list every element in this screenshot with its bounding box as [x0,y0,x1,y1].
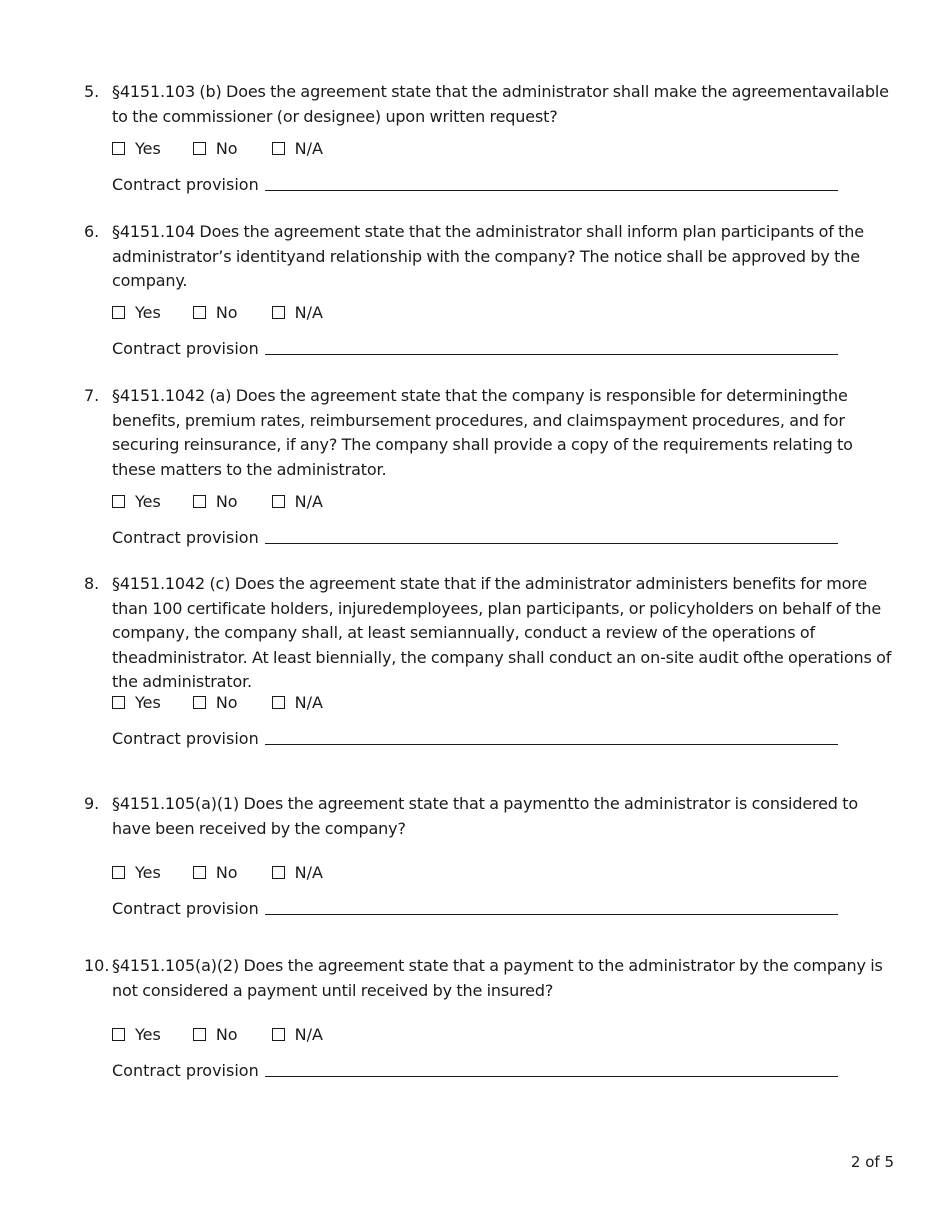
provision-label: Contract provision [112,339,259,358]
option-label: Yes [135,692,161,712]
question-number: 8. [84,574,100,593]
checkbox-icon[interactable] [272,142,285,155]
checkbox-icon[interactable] [272,306,285,319]
option-na[interactable] [272,492,323,511]
option-label: Yes [135,138,161,158]
option-na[interactable] [272,139,323,158]
checkbox-icon[interactable] [272,495,285,508]
question-text: §4151.1042 (a) Does the agreement state that the company is responsible for determiningthe benefits, premium rates, reimbursement procedures, and claimspayment procedures, and for securing reinsurance, if any? The company shall provide a copy of the requirements relating to these matters to the administrator. [112,386,853,479]
question-6 [84,220,894,358]
option-label: N/A [294,491,323,511]
checkbox-icon[interactable] [272,1028,285,1041]
question-text: §4151.104 Does the agreement state that the administrator shall inform plan participants of the administrator’s identityand relationship with the company? The notice shall be approved by the company. [112,222,864,290]
option-no[interactable] [193,863,238,882]
provision-field[interactable] [265,913,838,915]
option-label: Yes [135,862,161,882]
checkbox-icon[interactable] [193,696,206,709]
contract-provision [112,172,838,194]
question-7 [84,384,894,547]
provision-field[interactable] [265,1075,838,1077]
answer-options [112,1023,355,1045]
option-label: No [215,138,238,158]
option-na[interactable] [272,693,323,712]
page-number: 2 of 5 [850,1153,894,1171]
provision-field[interactable] [265,542,838,544]
provision-field[interactable] [265,353,838,355]
checkbox-icon[interactable] [193,306,206,319]
checkbox-icon[interactable] [112,142,125,155]
option-label: Yes [135,491,161,511]
question-text: §4151.105(a)(1) Does the agreement state that a paymentto the administrator is considered to have been received by the company? [112,794,859,838]
checkbox-icon[interactable] [112,866,125,879]
answer-options [112,137,355,159]
checkbox-icon[interactable] [272,696,285,709]
option-label: N/A [294,692,323,712]
option-yes[interactable] [112,693,161,712]
option-no[interactable] [193,303,238,322]
checkbox-icon[interactable] [193,142,206,155]
option-label: No [215,302,238,322]
option-no[interactable] [193,1025,238,1044]
option-yes[interactable] [112,863,161,882]
provision-label: Contract provision [112,175,259,194]
option-label: N/A [294,302,323,322]
option-label: No [215,862,238,882]
contract-provision [112,726,838,748]
option-label: N/A [294,138,323,158]
answer-options [112,490,355,512]
question-number: 7. [84,386,100,405]
option-na[interactable] [272,863,323,882]
provision-field[interactable] [265,743,838,745]
option-label: No [215,692,238,712]
option-na[interactable] [272,1025,323,1044]
contract-provision [112,336,838,358]
provision-label: Contract provision [112,528,259,547]
answer-options [112,691,355,713]
contract-provision [112,896,838,918]
question-text: §4151.105(a)(2) Does the agreement state that a payment to the administrator by the company is not considered a payment until received by the insured? [112,956,883,1000]
option-label: Yes [135,302,161,322]
option-label: N/A [294,1024,323,1044]
checkbox-icon[interactable] [112,495,125,508]
option-no[interactable] [193,139,238,158]
question-number: 5. [84,82,100,101]
provision-field[interactable] [265,189,838,191]
question-9 [84,792,894,918]
question-number: 10. [84,956,110,975]
contract-provision [112,1058,838,1080]
checkbox-icon[interactable] [193,495,206,508]
option-label: No [215,1024,238,1044]
option-yes[interactable] [112,139,161,158]
provision-label: Contract provision [112,729,259,748]
option-no[interactable] [193,492,238,511]
checkbox-icon[interactable] [193,1028,206,1041]
question-text: §4151.1042 (c) Does the agreement state that if the administrator administers benefits for more than 100 certificate holders, injuredemployees, plan participants, or policyholders on behalf of the company, the company shall, at least semiannually, conduct a review of the operations of theadministrator. At least biennially, the company shall conduct an on-site audit ofthe operations of the administrator. [112,574,892,691]
checkbox-icon[interactable] [272,866,285,879]
option-yes[interactable] [112,1025,161,1044]
checkbox-icon[interactable] [193,866,206,879]
option-label: No [215,491,238,511]
checkbox-icon[interactable] [112,306,125,319]
option-na[interactable] [272,303,323,322]
question-text: §4151.103 (b) Does the agreement state that the administrator shall make the agreementavailable to the commissioner (or designee) upon written request? [112,82,889,126]
question-number: 6. [84,222,100,241]
question-number: 9. [84,794,100,813]
provision-label: Contract provision [112,899,259,918]
answer-options [112,301,355,323]
option-label: N/A [294,862,323,882]
option-yes[interactable] [112,492,161,511]
answer-options [112,861,355,883]
option-yes[interactable] [112,303,161,322]
checkbox-icon[interactable] [112,696,125,709]
checkbox-icon[interactable] [112,1028,125,1041]
provision-label: Contract provision [112,1061,259,1080]
option-no[interactable] [193,693,238,712]
question-8 [84,572,894,748]
option-label: Yes [135,1024,161,1044]
contract-provision [112,525,838,547]
question-10 [84,954,894,1080]
question-5 [84,80,894,194]
